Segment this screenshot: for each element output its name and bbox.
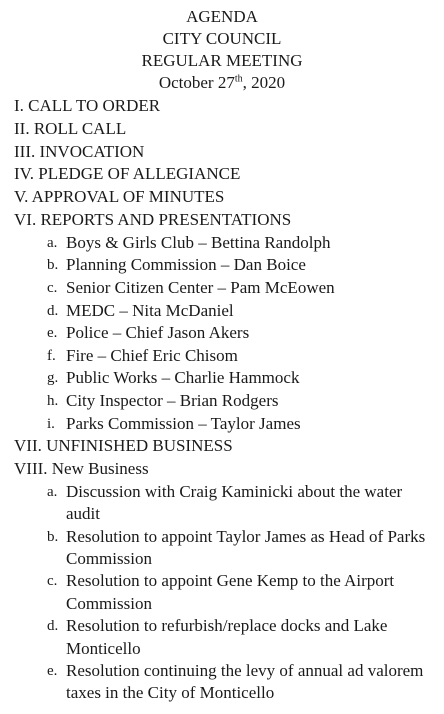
agenda-sections	[0, 95, 444, 705]
list-item: g. Public Works – Charlie Hammock	[47, 368, 300, 388]
section-invocation: III. INVOCATION	[14, 141, 145, 161]
list-item: c. Resolution to appoint Gene Kemp to the Airport Commission	[47, 571, 395, 613]
header-title: AGENDA	[186, 7, 258, 26]
section-reports: VI. REPORTS AND PRESENTATIONS	[14, 209, 292, 229]
section-roll-call: II. ROLL CALL	[14, 118, 127, 138]
section-approval-minutes: V. APPROVAL OF MINUTES	[14, 187, 225, 207]
list-item: d. Resolution to refurbish/replace docks and Lake Monticello	[47, 616, 388, 658]
list-item: e. Resolution continuing the levy of annual ad valorem taxes in the City of Monticello	[47, 660, 424, 703]
list-item: e. Police – Chief Jason Akers	[47, 323, 250, 343]
list-item: d. MEDC – Nita McDaniel	[47, 300, 234, 320]
list-item: f. Fire – Chief Eric Chisom	[47, 345, 238, 365]
list-item: a. Boys & Girls Club – Bettina Randolph	[47, 232, 331, 252]
header-body: CITY COUNCIL	[162, 29, 282, 48]
reports-list	[0, 232, 444, 435]
list-item: b. Planning Commission – Dan Boice	[47, 255, 306, 275]
section-pledge: IV. PLEDGE OF ALLEGIANCE	[14, 164, 241, 184]
new-business-list	[0, 481, 444, 705]
list-item: b. Resolution to appoint Taylor James as Head of Parks Commission	[47, 526, 426, 568]
header-date: October 27th, 2020	[158, 73, 286, 92]
list-item: c. Senior Citizen Center – Pam McEowen	[47, 277, 335, 297]
list-item: i. Parks Commission – Taylor James	[47, 413, 301, 433]
section-call-to-order: I. CALL TO ORDER	[14, 96, 161, 115]
section-unfinished-business: VII. UNFINISHED BUSINESS	[14, 436, 233, 456]
agenda-header	[0, 0, 444, 94]
date-ordinal: th	[234, 73, 243, 85]
section-new-business: VIII. New Business	[14, 458, 149, 478]
list-item: h. City Inspector – Brian Rodgers	[47, 390, 279, 410]
header-meeting-type: REGULAR MEETING	[141, 51, 303, 70]
list-item: a. Discussion with Craig Kaminicki about the water audit	[47, 481, 403, 524]
